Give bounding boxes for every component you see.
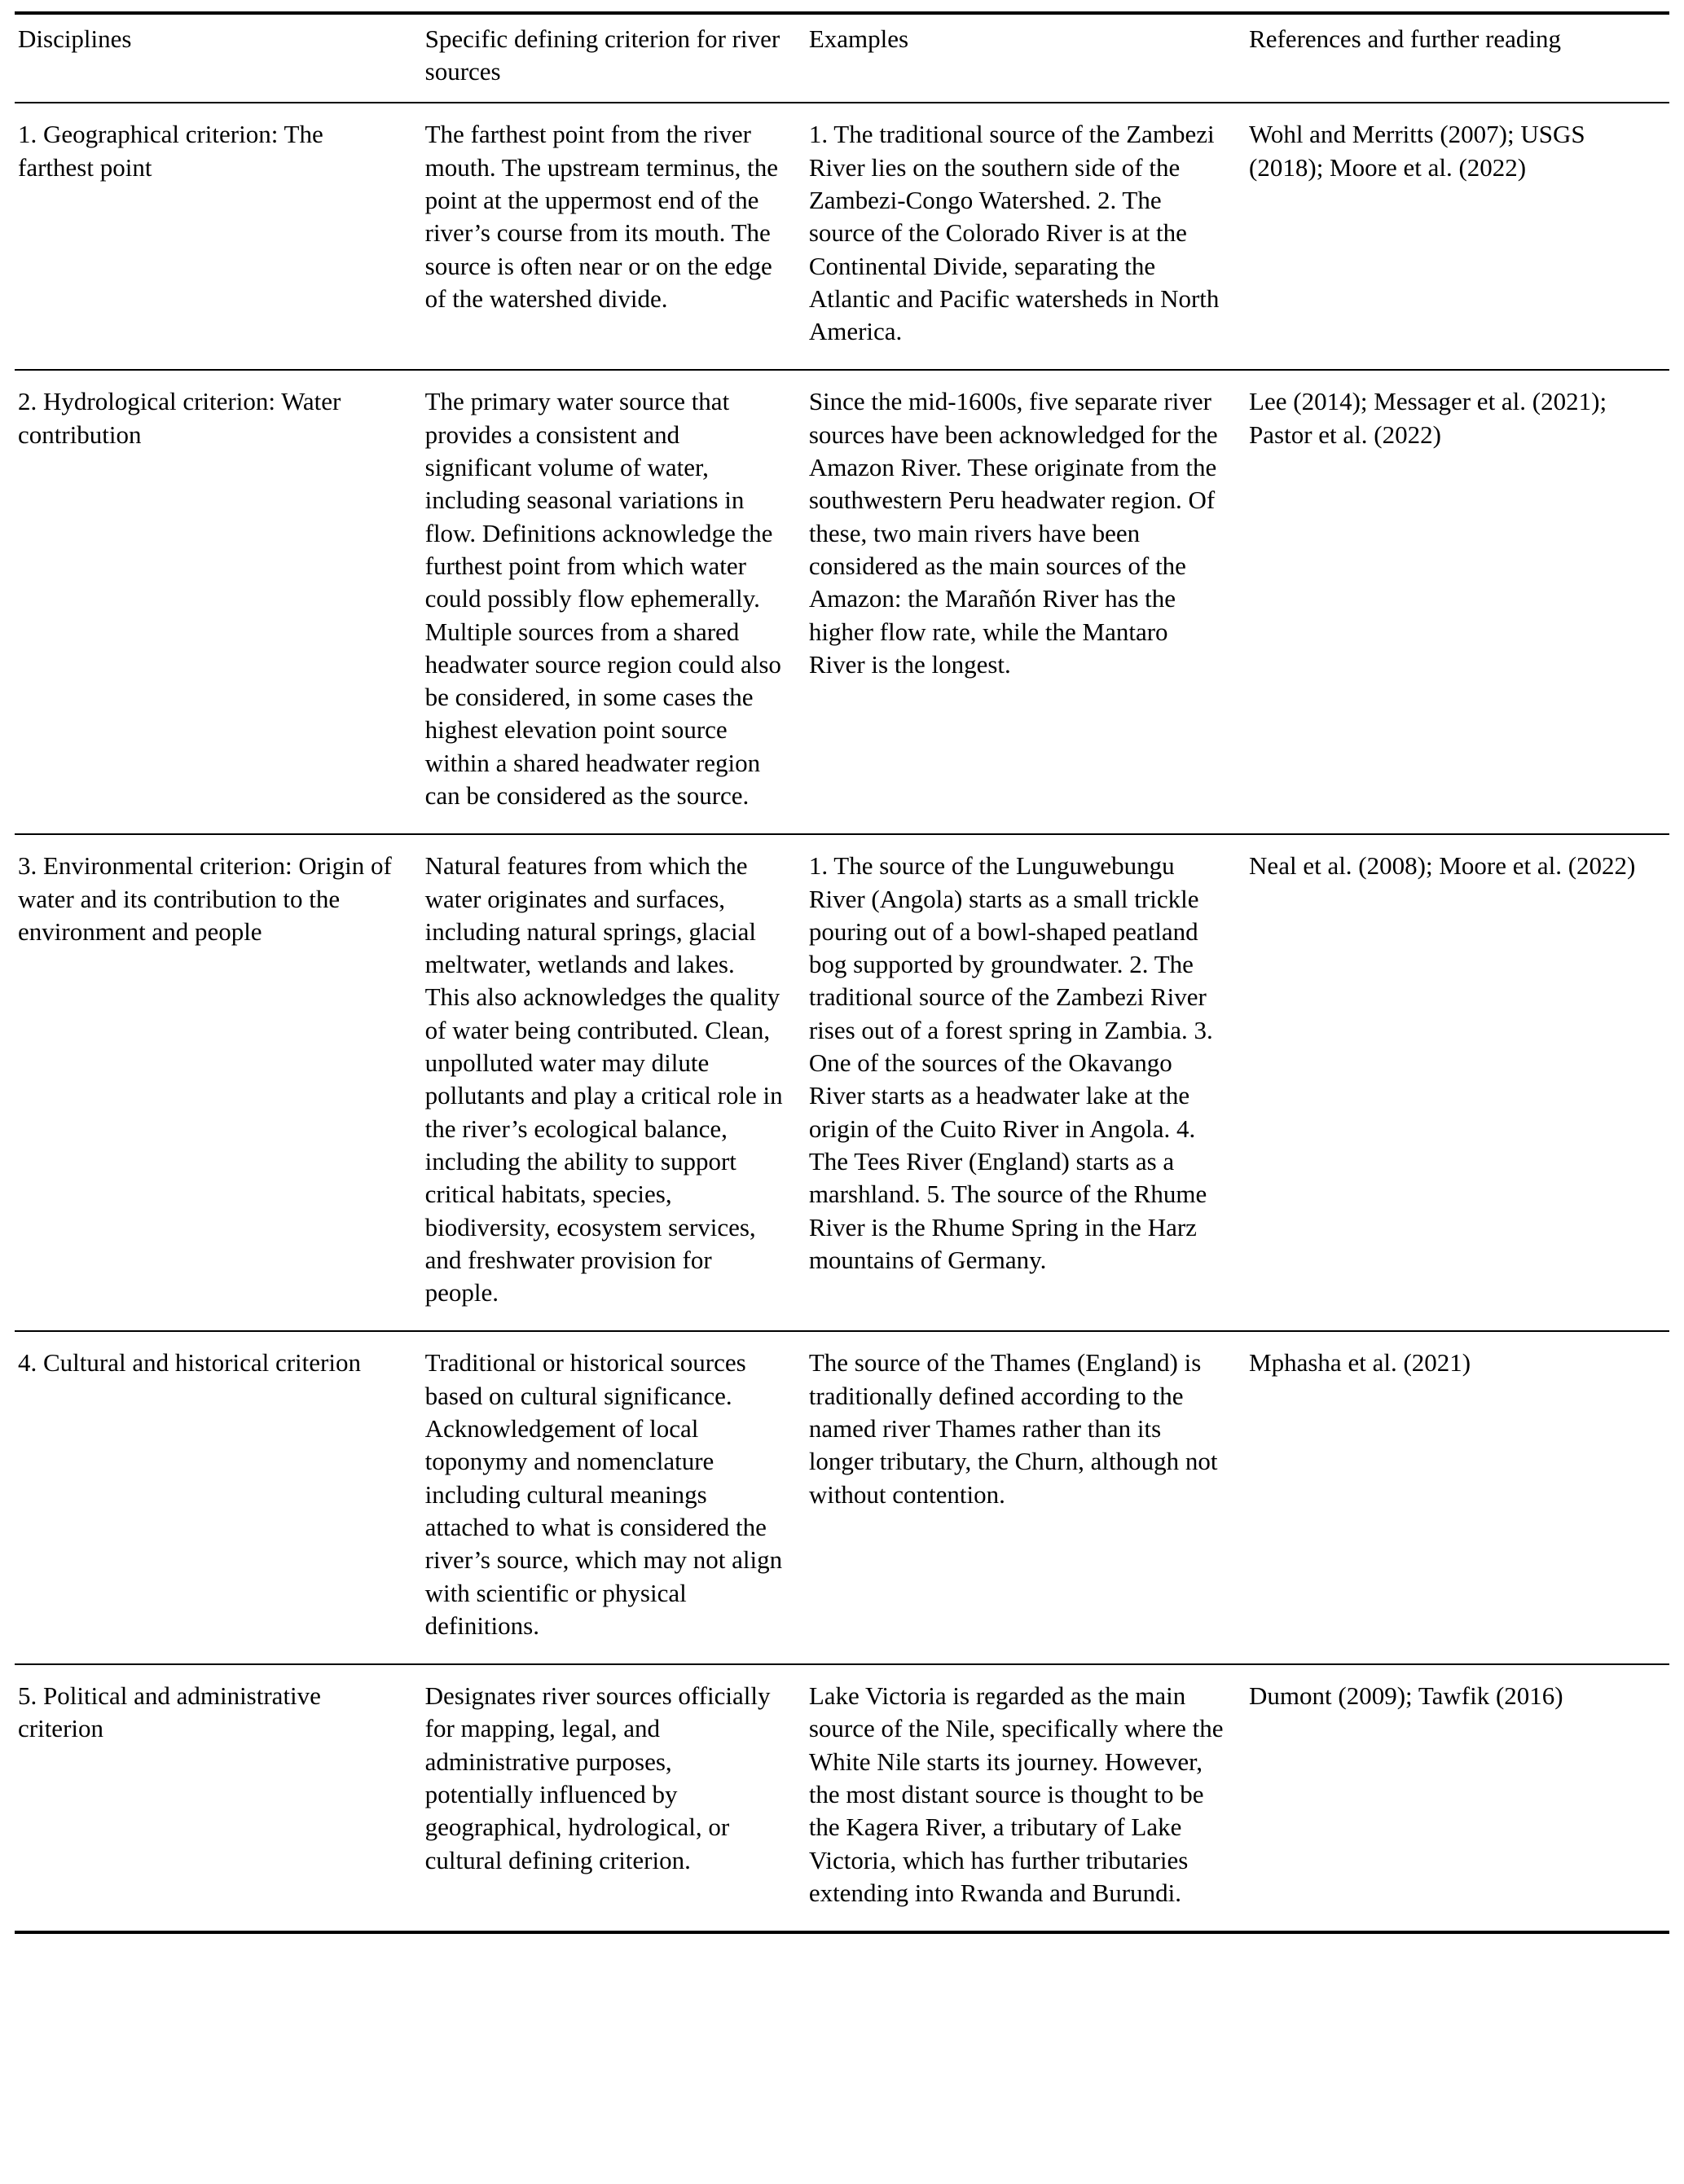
cell-references: Mphasha et al. (2021) [1246, 1331, 1669, 1664]
table-row [15, 370, 1669, 834]
column-header-examples: Examples [806, 13, 1246, 103]
cell-examples: 1. The source of the Lunguwebungu River (Angola) starts as a small trickle pouring out of a bowl-shaped peatland bog supported by groundwater. 2. The traditional source of the Zambezi River rises out of a forest spring in Zambia. 3. One of the sources of the Okavango River starts as a headwater lake at the origin of the Cuito River in Angola. 4. The Tees River (England) starts as a marshland. 5. The source of the Rhume River is the Rhume Spring in the Harz mountains of Germany. [806, 834, 1246, 1331]
cell-references: Lee (2014); Messager et al. (2021); Pastor et al. (2022) [1246, 370, 1669, 834]
cell-criterion: The farthest point from the river mouth. The upstream terminus, the point at the uppermost end of the river’s course from its mouth. The source is often near or on the edge of the watershed divide. [422, 103, 806, 370]
cell-criterion: The primary water source that provides a consistent and significant volume of water, including seasonal variations in flow. Definitions acknowledge the furthest point from which water could possibly flow ephemerally. Multiple sources from a shared headwater source region could also be considered, in some cases the highest elevation point source within a shared headwater region can be considered as the source. [422, 370, 806, 834]
cell-discipline: 5. Political and administrative criterion [15, 1664, 422, 1932]
cell-examples: Since the mid-1600s, five separate river sources have been acknowledged for the Amazon River. These originate from the southwestern Peru headwater region. Of these, two main rivers have been considered as the main sources of the Amazon: the Marañón River has the higher flow rate, while the Mantaro River is the longest. [806, 370, 1246, 834]
table-header-row [15, 13, 1669, 103]
table-row [15, 1664, 1669, 1932]
cell-criterion: Designates river sources officially for mapping, legal, and administrative purposes, potentially influenced by geographical, hydrological, or cultural defining criterion. [422, 1664, 806, 1932]
cell-discipline: 2. Hydrological criterion: Water contribution [15, 370, 422, 834]
table-body [15, 103, 1669, 1932]
cell-references: Wohl and Merritts (2007); USGS (2018); Moore et al. (2022) [1246, 103, 1669, 370]
cell-references: Dumont (2009); Tawfik (2016) [1246, 1664, 1669, 1932]
table-row [15, 103, 1669, 370]
table-row [15, 1331, 1669, 1664]
cell-discipline: 3. Environmental criterion: Origin of water and its contribution to the environment and people [15, 834, 422, 1331]
table-row [15, 834, 1669, 1331]
table-header [15, 13, 1669, 103]
cell-examples: The source of the Thames (England) is traditionally defined according to the named river Thames rather than its longer tributary, the Churn, although not without contention. [806, 1331, 1246, 1664]
column-header-references: References and further reading [1246, 13, 1669, 103]
river-source-criteria-table [15, 11, 1669, 1934]
cell-discipline: 1. Geographical criterion: The farthest point [15, 103, 422, 370]
cell-discipline: 4. Cultural and historical criterion [15, 1331, 422, 1664]
cell-examples: 1. The traditional source of the Zambezi River lies on the southern side of the Zambezi-Congo Watershed. 2. The source of the Colorado River is at the Continental Divide, separating the Atlantic and Pacific watersheds in North America. [806, 103, 1246, 370]
cell-criterion: Natural features from which the water originates and surfaces, including natural springs, glacial meltwater, wetlands and lakes. This also acknowledges the quality of water being contributed. Clean, unpolluted water may dilute pollutants and play a critical role in the river’s ecological balance, including the ability to support critical habitats, species, biodiversity, ecosystem services, and freshwater provision for people. [422, 834, 806, 1331]
cell-criterion: Traditional or historical sources based on cultural significance. Acknowledgement of local toponymy and nomenclature including cultural meanings attached to what is considered the river’s source, which may not align with scientific or physical definitions. [422, 1331, 806, 1664]
cell-examples: Lake Victoria is regarded as the main source of the Nile, specifically where the White Nile starts its journey. However, the most distant source is thought to be the Kagera River, a tributary of Lake Victoria, which has further tributaries extending into Rwanda and Burundi. [806, 1664, 1246, 1932]
column-header-disciplines: Disciplines [15, 13, 422, 103]
cell-references: Neal et al. (2008); Moore et al. (2022) [1246, 834, 1669, 1331]
column-header-criterion: Specific defining criterion for river sources [422, 13, 806, 103]
